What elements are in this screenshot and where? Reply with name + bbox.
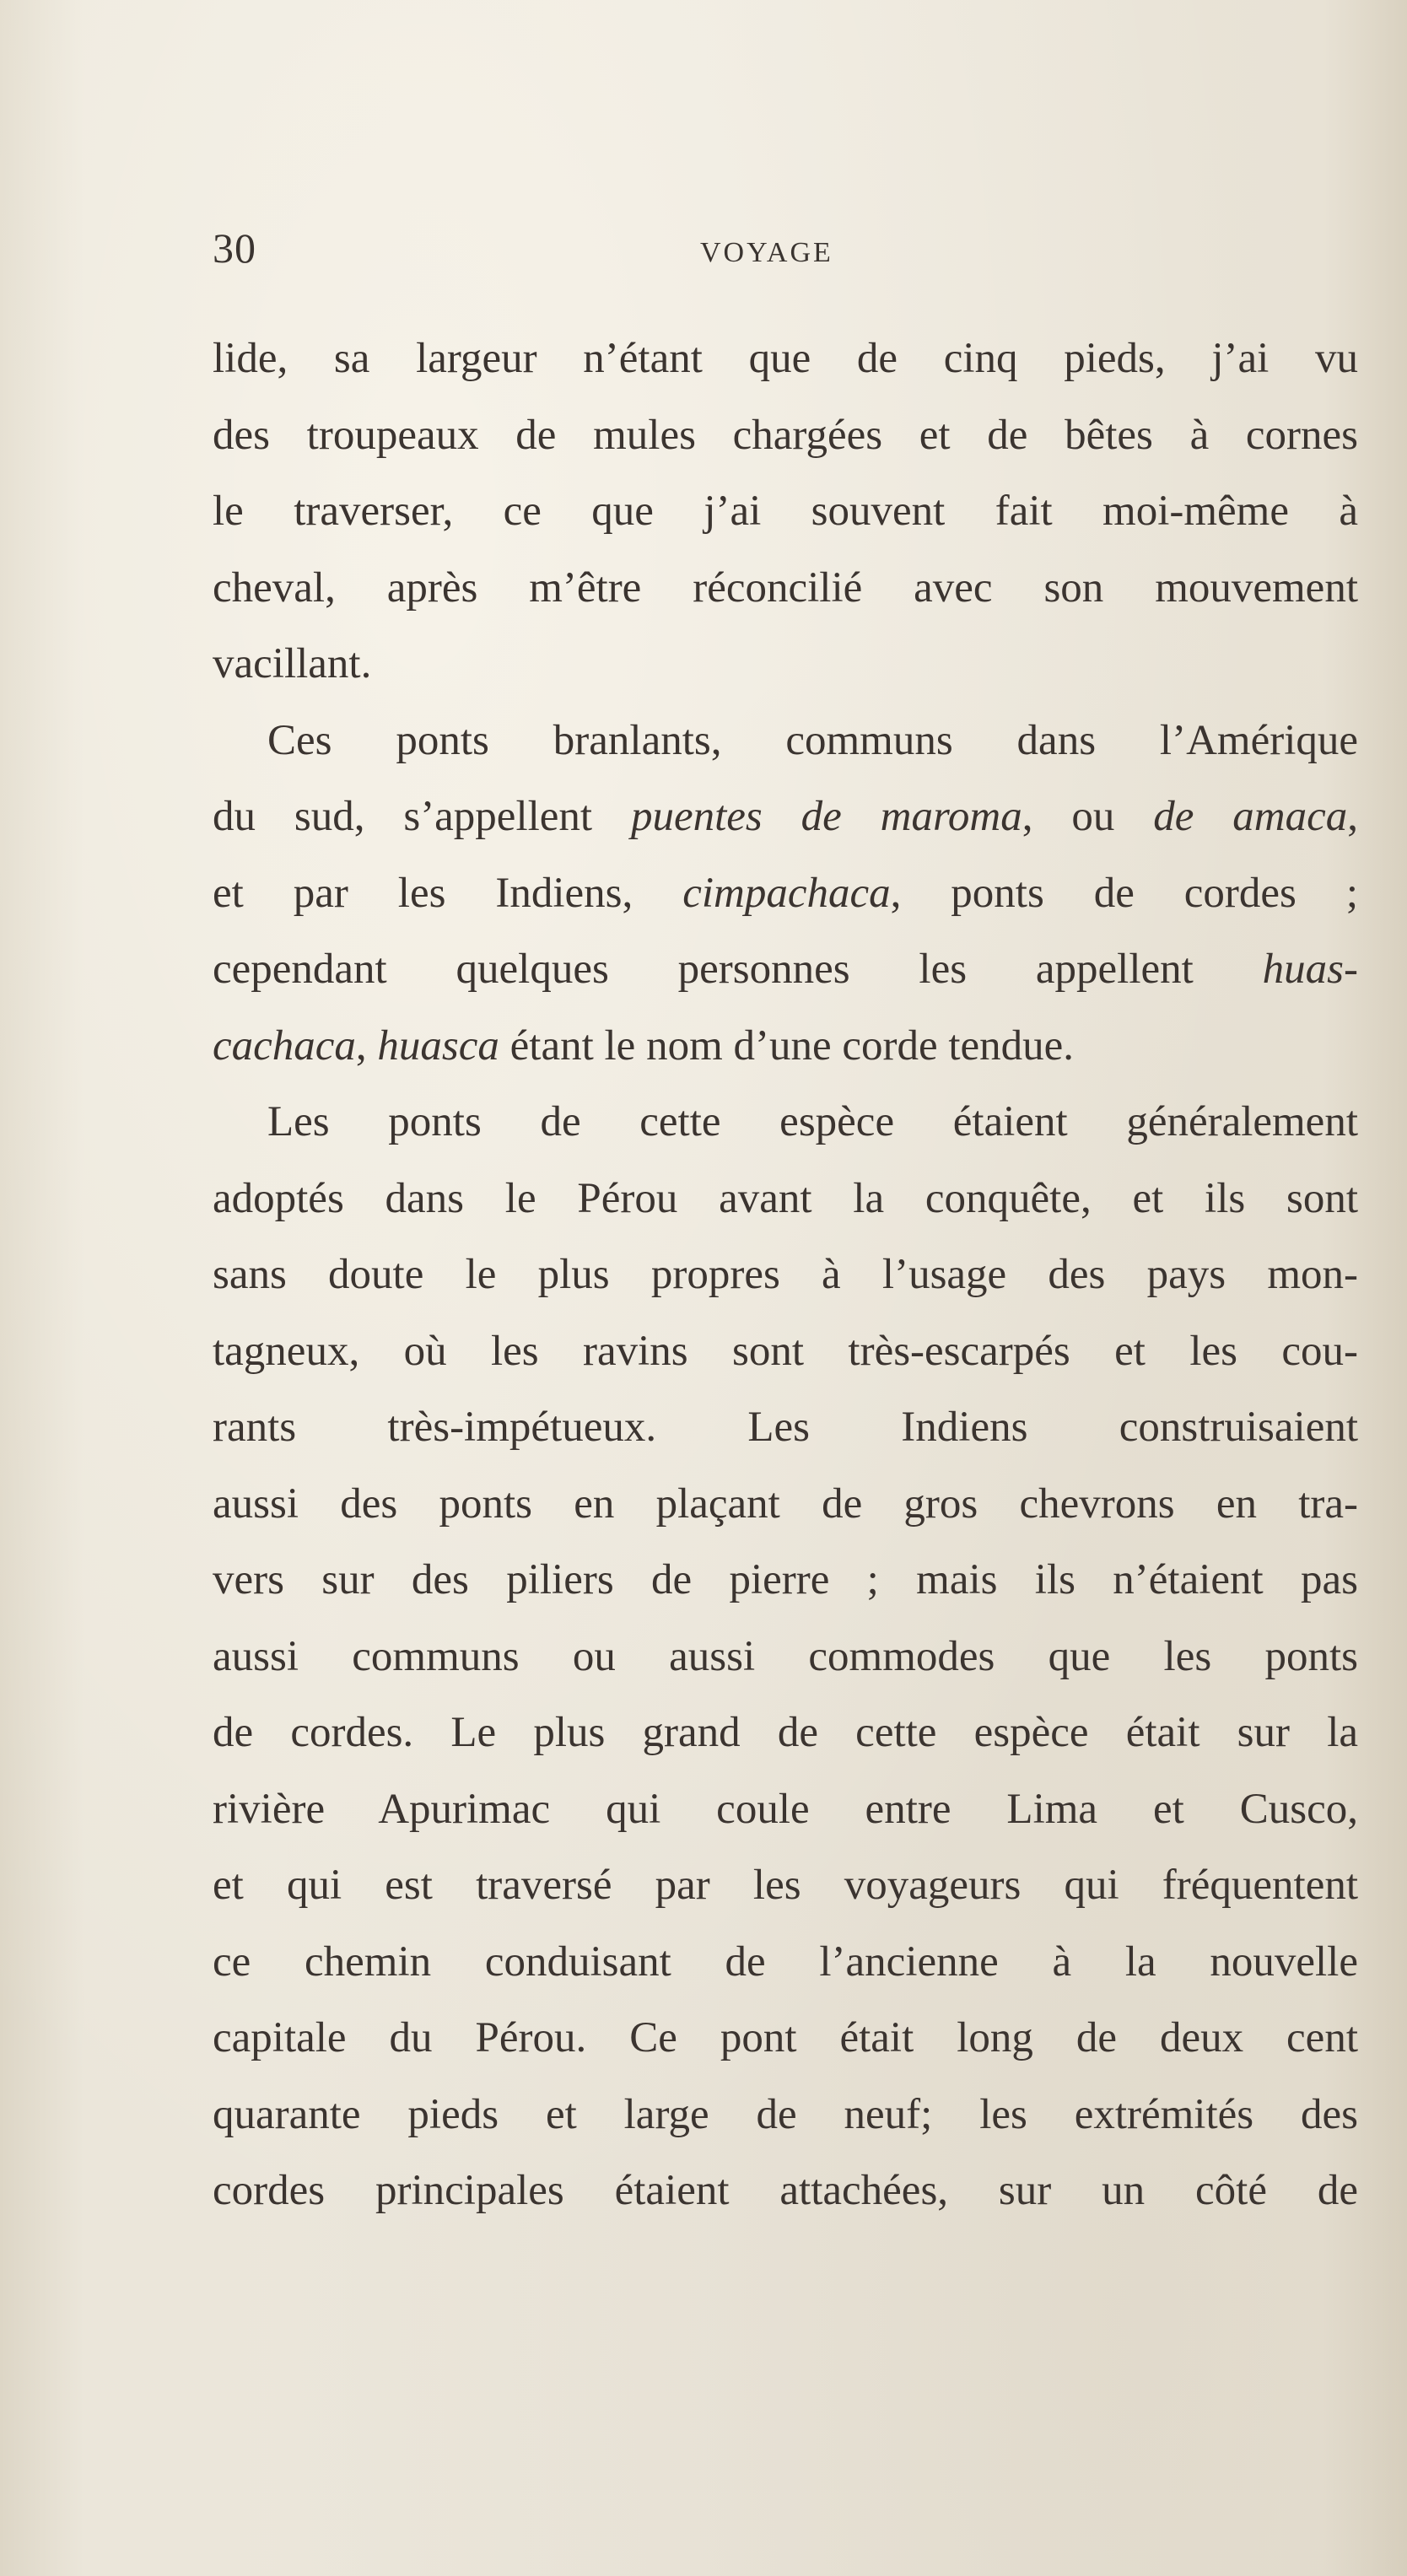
text-line: [213, 855, 1358, 932]
italic-text-run: huasca: [377, 1021, 499, 1070]
text-run: capitale du Pérou. Ce pont était long de deux cent: [213, 2014, 1358, 2061]
text-line: [213, 550, 1358, 627]
text-line: [213, 1771, 1358, 1848]
italic-text-run: de amaca: [1153, 793, 1348, 840]
text-run: , ponts de cordes ;: [890, 869, 1358, 917]
text-run: Ces ponts branlants, communs dans l’Amérique: [267, 716, 1358, 764]
running-head: VOYAGE: [700, 237, 833, 268]
text-line: [213, 1695, 1358, 1771]
text-run: cordes principales étaient attachées, sur un côté de: [213, 2167, 1358, 2214]
text-run: le traverser, ce que j’ai souvent fait moi-même à: [213, 488, 1358, 535]
text-line: [213, 2000, 1358, 2077]
text-line: [213, 1542, 1358, 1619]
text-run: et par les Indiens,: [213, 869, 683, 917]
text-line: [213, 2077, 1358, 2153]
italic-text-run: cimpachaca: [682, 869, 891, 917]
text-run: ,: [355, 1021, 378, 1070]
text-run: de cordes. Le plus grand de cette espèce était sur la: [213, 1709, 1358, 1756]
text-line: [213, 779, 1358, 855]
text-run: Les ponts de cette espèce étaient généralement: [267, 1098, 1358, 1145]
text-line: [213, 1924, 1358, 2001]
text-run: sans doute le plus propres à l’usage des pays mon-: [213, 1251, 1358, 1298]
text-line: [213, 1313, 1358, 1390]
text-run: et qui est traversé par les voyageurs qui fréquentent: [213, 1862, 1358, 1909]
text-line: [213, 1466, 1358, 1543]
text-run: adoptés dans le Pérou avant la conquête, et ils sont: [213, 1174, 1358, 1222]
italic-text-run: cachaca: [213, 1021, 356, 1070]
text-line: [213, 626, 1358, 703]
text-run: vers sur des piliers de pierre ; mais ils n’étaient pas: [213, 1556, 1358, 1603]
text-run: cependant quelques personnes les appellent: [213, 946, 1263, 993]
text-line: [213, 2153, 1358, 2229]
text-line: [213, 931, 1358, 1008]
text-line: [213, 1619, 1358, 1695]
text-line: [213, 473, 1358, 550]
text-line: [213, 1847, 1358, 1924]
text-line: [213, 1084, 1358, 1161]
text-run: lide, sa largeur n’étant que de cinq pieds, j’ai vu: [213, 335, 1358, 382]
text-run: vacillant.: [213, 640, 372, 687]
text-run: étant le nom d’une corde tendue.: [499, 1021, 1075, 1070]
body-text: [213, 321, 1358, 2229]
italic-text-run: huas-: [1262, 946, 1358, 993]
text-line: [213, 1161, 1358, 1237]
page-header: [213, 224, 1360, 283]
text-run: rants très-impétueux. Les Indiens construisaient: [213, 1404, 1358, 1451]
text-run: du sud, s’appellent: [213, 793, 631, 840]
text-run: , ou: [1022, 793, 1154, 840]
text-line: [213, 703, 1358, 779]
italic-text-run: puentes de maroma: [630, 793, 1022, 840]
page-number: 30: [213, 224, 256, 272]
text-run: ,: [1347, 793, 1358, 840]
text-line: [213, 1237, 1358, 1313]
text-line: [213, 1008, 1358, 1085]
text-run: rivière Apurimac qui coule entre Lima et Cusco,: [213, 1785, 1358, 1833]
text-run: tagneux, où les ravins sont très-escarpés et les cou-: [213, 1327, 1358, 1375]
text-run: ce chemin conduisant de l’ancienne à la nouvelle: [213, 1937, 1358, 1986]
text-run: cheval, après m’être réconcilié avec son mouvement: [213, 563, 1358, 612]
text-run: aussi communs ou aussi commodes que les ponts: [213, 1632, 1358, 1680]
text-line: [213, 397, 1358, 474]
text-run: quarante pieds et large de neuf; les extrémités des: [213, 2090, 1358, 2138]
text-run: des troupeaux de mules chargées et de bêtes à cornes: [213, 411, 1358, 459]
text-line: [213, 1389, 1358, 1466]
text-line: [213, 321, 1358, 397]
text-run: aussi des ponts en plaçant de gros chevrons en tra-: [213, 1479, 1358, 1528]
